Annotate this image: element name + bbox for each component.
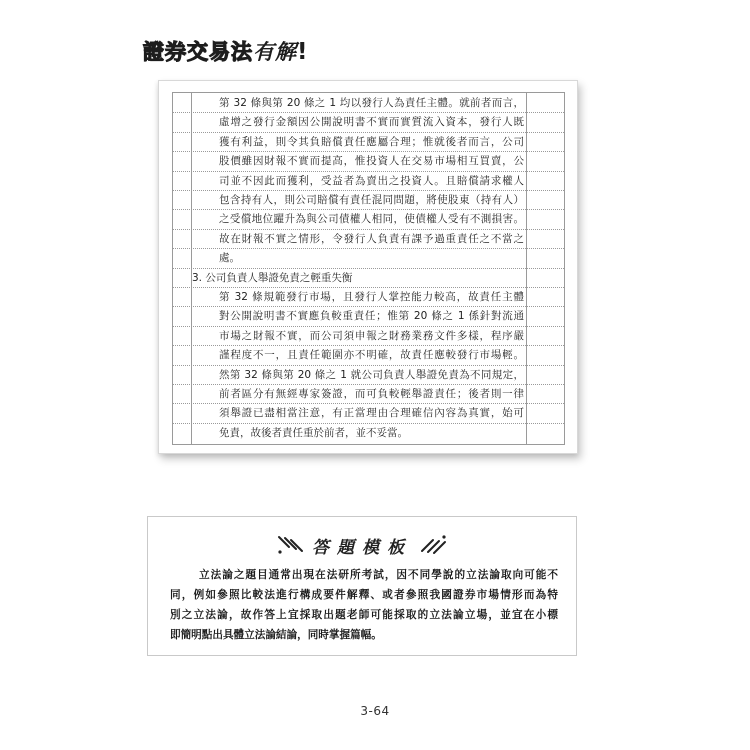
- note-rule-line: [173, 403, 564, 404]
- answer-template-body: [170, 565, 558, 645]
- left-emphasis-marks-icon: [276, 534, 306, 556]
- note-line: 股價雖因財報不實而提高，惟投資人在交易市場相互買賣，公: [219, 155, 524, 168]
- note-rule-line: [173, 112, 564, 113]
- note-line: 市場之財報不實，而公司須申報之財務業務文件多樣，程序嚴: [219, 329, 524, 342]
- note-line: 虛增之發行金額因公開說明書不實而實質流入資本，發行人既: [219, 116, 524, 129]
- note-rule-line: [173, 229, 564, 230]
- answer-template-line: 即簡明點出具體立法論結論，同時掌握篇幅。: [170, 629, 382, 641]
- answer-template-line: 別之立法論，故作答上宜採取出題老師可能採取的立法論立場，並宜在小標: [170, 609, 558, 621]
- note-rule-line: [173, 423, 564, 424]
- book-title: [143, 36, 309, 66]
- note-rule-line: [173, 268, 564, 269]
- answer-template-title: 答題模板: [312, 537, 412, 558]
- note-line: 故在財報不實之情形，令發行人負責有課予過重責任之不當之: [219, 232, 524, 245]
- note-line: 包含持有人，則公司賠償有責任混同問題，將使股東（持有人）: [219, 194, 524, 206]
- note-line: 然第 32 條與第 20 條之 1 就公司負責人舉證免責為不同規定，: [219, 368, 524, 381]
- note-line: 第 32 條與第 20 條之 1 均以發行人為責任主體。就前者而言，: [219, 97, 524, 109]
- note-rule-line: [173, 171, 564, 172]
- book-title-accent: 有解: [253, 40, 297, 64]
- note-rule-line: [173, 345, 564, 346]
- note-line: 處。: [219, 252, 240, 265]
- note-line: 免責，故後者責任重於前者，並不妥當。: [219, 426, 408, 439]
- answer-template-line: 同，例如參照比較法進行構成要件解釋、或者參照我國證券市場情形而為特: [170, 589, 558, 601]
- note-rule-line: [173, 326, 564, 327]
- note-card: [158, 80, 578, 454]
- answer-template-box: [147, 516, 577, 656]
- note-rule-line: [173, 151, 564, 152]
- note-rule-line: [173, 287, 564, 288]
- note-line: 獲有利益，則令其負賠償責任應屬合理；惟就後者而言，公司: [219, 135, 524, 148]
- note-rule-line: [173, 190, 564, 191]
- note-rule-line: [173, 365, 564, 366]
- note-rule-line: [173, 209, 564, 210]
- note-line: 之受償地位躍升為與公司債權人相同，使債權人受有不測損害。: [219, 213, 524, 226]
- note-table: [172, 92, 565, 445]
- answer-template-header: [148, 527, 576, 563]
- note-line: 前者區分有無經專家簽證，而可負較輕舉證責任；後者則一律: [219, 388, 524, 400]
- note-line: 第 32 條規範發行市場，且發行人掌控能力較高，故責任主體: [219, 291, 524, 303]
- book-title-main: 證券交易法: [143, 40, 253, 64]
- answer-template-line: 立法論之題目通常出現在法研所考試，因不同學說的立法論取向可能不: [199, 569, 558, 581]
- note-rule-line: [173, 248, 564, 249]
- note-line: 須舉證已盡相當注意，有正當理由合理確信內容為真實，始可: [219, 407, 524, 420]
- note-rule-line: [173, 306, 564, 307]
- book-title-exclamation: !: [297, 39, 309, 65]
- note-rule-line: [173, 384, 564, 385]
- right-emphasis-marks-icon: [418, 534, 448, 556]
- note-line: 謹程度不一，且責任範圍亦不明確，故責任應較發行市場輕。: [219, 349, 524, 362]
- note-rule-line: [173, 132, 564, 133]
- note-line: 對公開說明書不實應負較重責任；惟第 20 條之 1 係針對流通: [219, 310, 524, 323]
- note-line: 司並不因此而獲利，受益者為賣出之投資人。且賠償請求權人: [219, 174, 524, 187]
- note-line: 3. 公司負責人舉證免責之輕重失衡: [192, 271, 353, 284]
- page-number: 3-64: [360, 704, 390, 718]
